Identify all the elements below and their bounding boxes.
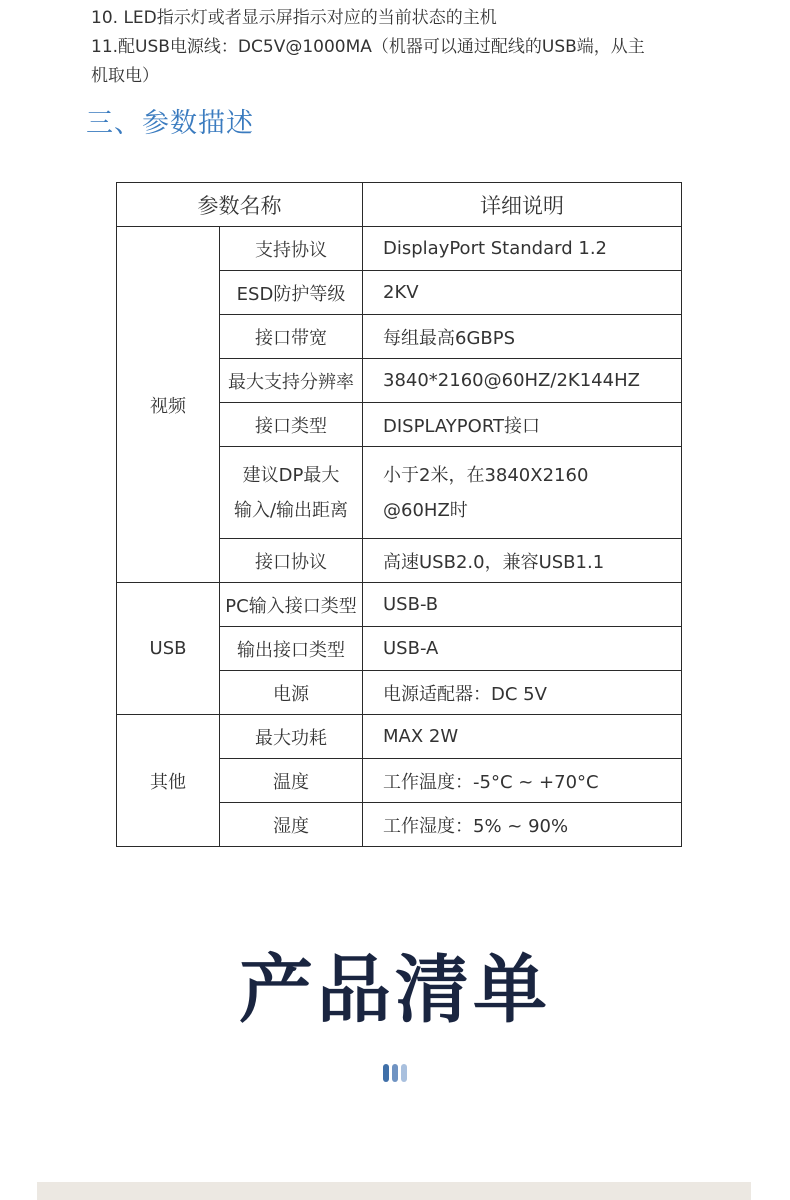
category-cell: 视频 xyxy=(117,227,220,583)
param-value-cell: USB-B xyxy=(363,583,682,627)
spec-table xyxy=(116,182,682,847)
param-name-cell: PC输入接口类型 xyxy=(220,583,363,627)
param-name-cell: 接口带宽 xyxy=(220,315,363,359)
header-detail: 详细说明 xyxy=(363,183,682,227)
dot-bar xyxy=(392,1064,398,1082)
section-heading: 三、参数描述 xyxy=(86,108,254,139)
param-name-cell: 电源 xyxy=(220,671,363,715)
param-value-cell: MAX 2W xyxy=(363,715,682,759)
category-cell: 其他 xyxy=(117,715,220,847)
param-value-cell: 电源适配器：DC 5V xyxy=(363,671,682,715)
intro-line: 10. LED指示灯或者显示屏指示对应的当前状态的主机 xyxy=(91,8,497,28)
param-name-cell: 最大支持分辨率 xyxy=(220,359,363,403)
param-value-cell: 高速USB2.0，兼容USB1.1 xyxy=(363,539,682,583)
dot-bar xyxy=(383,1064,389,1082)
param-value-cell xyxy=(363,447,682,539)
header-param-name: 参数名称 xyxy=(117,183,363,227)
intro-line: 机取电） xyxy=(91,66,159,86)
param-name-cell: 温度 xyxy=(220,759,363,803)
table-row xyxy=(117,583,682,627)
product-list-title: 产品清单 xyxy=(239,947,551,1033)
param-value-cell: 3840*2160@60HZ/2K144HZ xyxy=(363,359,682,403)
param-name-cell: ESD防护等级 xyxy=(220,271,363,315)
param-name-cell: 湿度 xyxy=(220,803,363,847)
param-name-line: 输入/输出距离 xyxy=(233,499,349,521)
decorative-dots xyxy=(0,1064,790,1082)
param-name-cell: 接口类型 xyxy=(220,403,363,447)
table-row xyxy=(117,715,682,759)
param-name-cell: 支持协议 xyxy=(220,227,363,271)
dot-bar xyxy=(401,1064,407,1082)
param-value-cell: DISPLAYPORT接口 xyxy=(363,403,682,447)
param-value-cell: 2KV xyxy=(363,271,682,315)
param-value-line: 小于2米，在3840X2160 xyxy=(383,464,589,486)
image-top-edge xyxy=(37,1182,751,1200)
param-value-cell: DisplayPort Standard 1.2 xyxy=(363,227,682,271)
table-header-row xyxy=(117,183,682,227)
param-name-cell: 接口协议 xyxy=(220,539,363,583)
param-value-cell: USB-A xyxy=(363,627,682,671)
param-name-cell: 输出接口类型 xyxy=(220,627,363,671)
intro-text xyxy=(91,4,731,91)
param-value-cell: 工作湿度：5% ~ 90% xyxy=(363,803,682,847)
category-cell: USB xyxy=(117,583,220,715)
param-name-line: 建议DP最大 xyxy=(242,464,340,486)
param-value-cell: 工作温度：-5°C ~ +70°C xyxy=(363,759,682,803)
param-name-cell: 最大功耗 xyxy=(220,715,363,759)
param-name-cell xyxy=(220,447,363,539)
param-value-cell: 每组最高6GBPS xyxy=(363,315,682,359)
intro-line: 11.配USB电源线：DC5V@1000MA（机器可以通过配线的USB端，从主 xyxy=(91,37,645,57)
table-row xyxy=(117,227,682,271)
param-value-line: @60HZ时 xyxy=(383,499,468,521)
